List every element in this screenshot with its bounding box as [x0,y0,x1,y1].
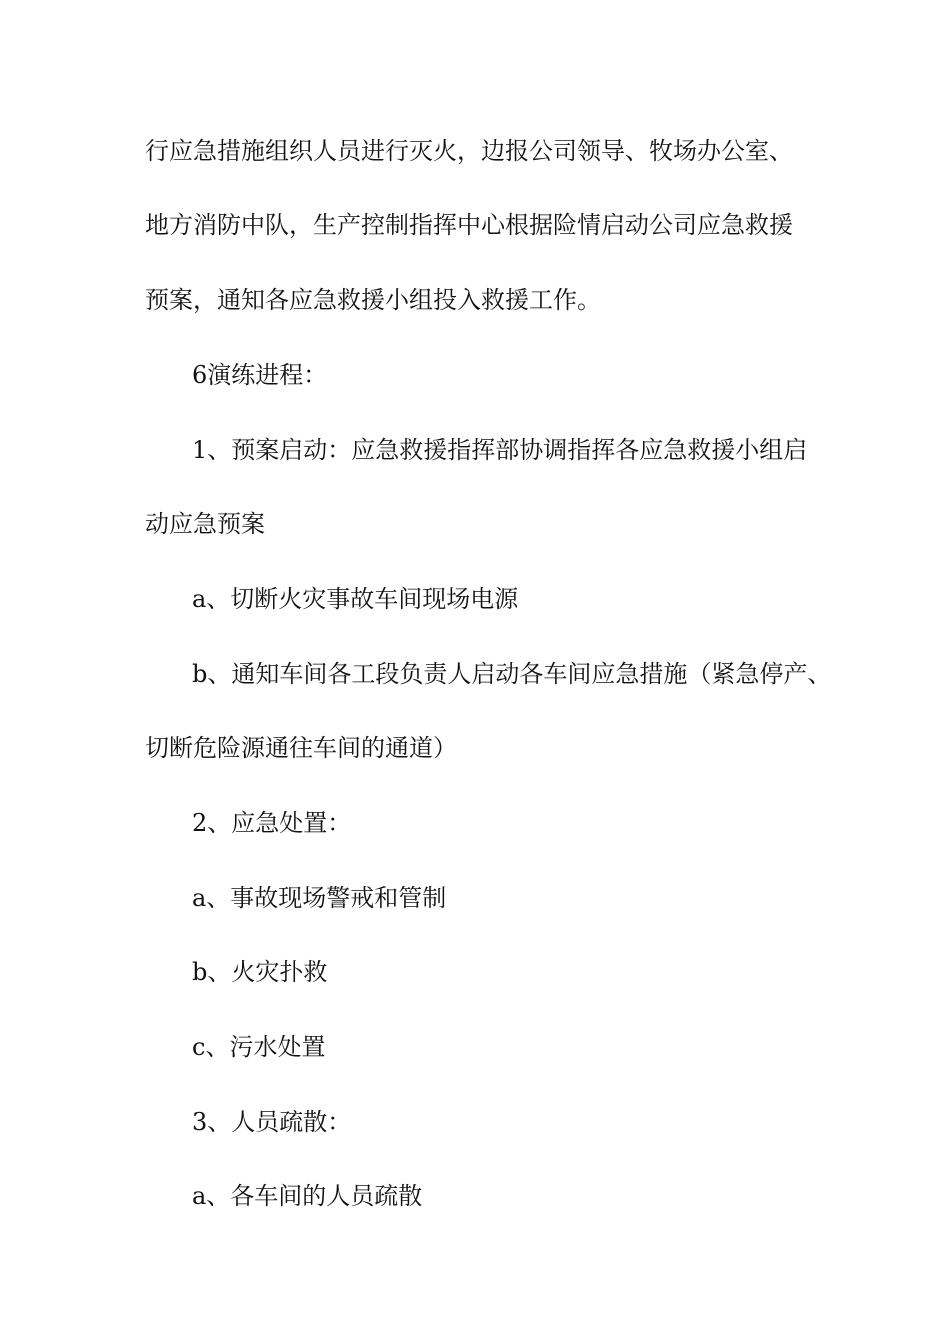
list-item-plan-activation-continued: 动应急预案 [145,510,265,538]
list-item-emergency-response: 2、应急处置： [192,809,352,837]
paragraph-line-2: 地方消防中队，生产控制指挥中心根据险情启动公司应急救援 [145,211,793,239]
list-item-sewage-handling: c、污水处置 [192,1033,326,1061]
list-item-evacuation: 3、人员疏散： [192,1108,352,1136]
list-item-site-control: a、事故现场警戒和管制 [192,884,447,912]
list-item-workshop-evacuation: a、各车间的人员疏散 [192,1182,423,1210]
section-heading-drill-process: 6演练进程： [192,361,328,389]
list-item-notify-workshop: b、通知车间各工段负责人启动各车间应急措施（紧急停产、 [192,660,832,688]
list-item-notify-workshop-continued: 切断危险源通往车间的通道） [145,734,457,762]
paragraph-line-3: 预案，通知各应急救援小组投入救援工作。 [145,286,601,314]
paragraph-line-1: 行应急措施组织人员进行灭火，边报公司领导、牧场办公室、 [145,137,793,165]
list-item-fire-fighting: b、火灾扑救 [192,958,328,986]
list-item-cut-power: a、切断火灾事故车间现场电源 [192,585,519,613]
list-item-plan-activation: 1、预案启动：应急救援指挥部协调指挥各应急救援小组启 [192,436,808,464]
